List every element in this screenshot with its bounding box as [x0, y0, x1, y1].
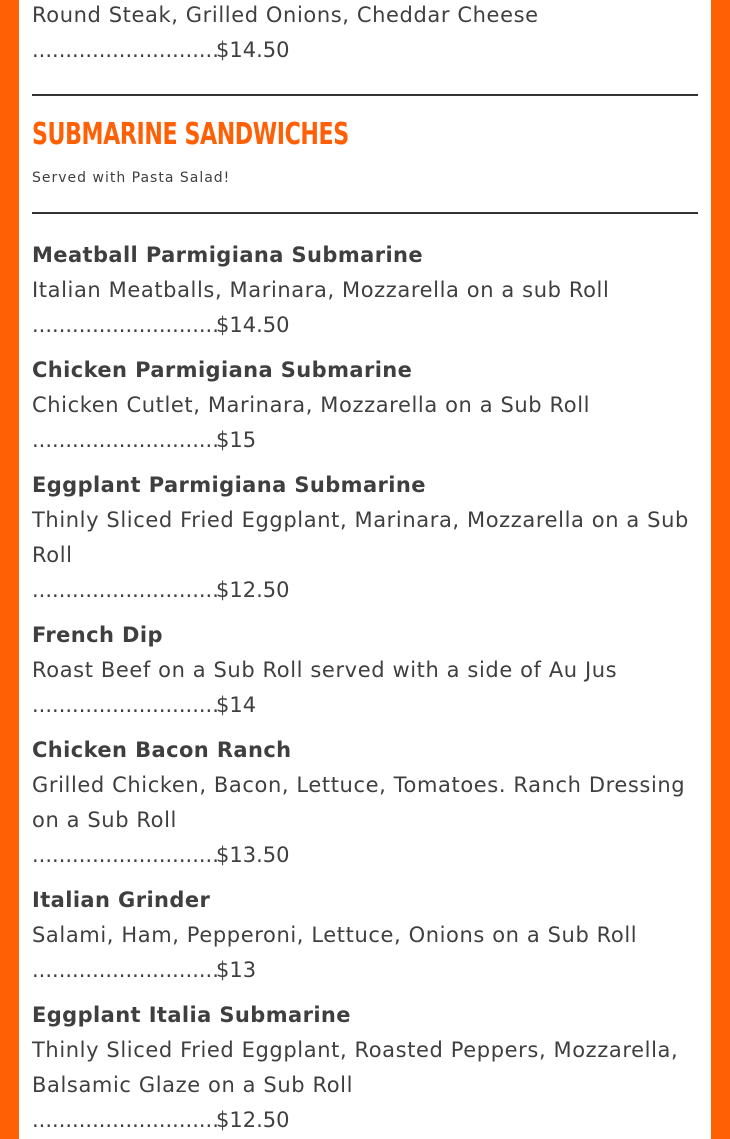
item-description: Salami, Ham, Pepperoni, Lettuce, Onions on a Sub Roll [32, 923, 638, 947]
menu-item [32, 998, 698, 1138]
price-dots: ............................ [32, 843, 219, 867]
item-name: Chicken Bacon Ranch [32, 738, 292, 762]
price-row [32, 1103, 698, 1138]
item-price: $13.50 [216, 843, 290, 867]
item-price: $14 [216, 693, 257, 717]
item-price: $14.50 [216, 38, 290, 62]
section-title: SUBMARINE SANDWICHES [32, 117, 349, 152]
item-description: Roast Beef on a Sub Roll served with a side of Au Jus [32, 658, 618, 682]
item-description: Italian Meatballs, Marinara, Mozzarella on a sub Roll [32, 278, 610, 302]
menu-panel [19, 0, 711, 1139]
price-dots: ............................ [32, 428, 219, 452]
item-description: Thinly Sliced Fried Eggplant, Marinara, Mozzarella on a Sub Roll [32, 508, 689, 567]
price-row [32, 423, 698, 458]
price-row [32, 573, 698, 608]
menu-item [32, 468, 698, 608]
item-name: French Dip [32, 623, 163, 647]
item-price: $14.50 [216, 313, 290, 337]
price-row [32, 33, 698, 68]
item-name: Eggplant Italia Submarine [32, 1003, 351, 1027]
price-row [32, 953, 698, 988]
price-dots: ............................ [32, 38, 219, 62]
price-dots: ............................ [32, 578, 219, 602]
menu-item [32, 618, 698, 723]
price-row [32, 838, 698, 873]
item-price: $15 [216, 428, 257, 452]
menu-item [32, 353, 698, 458]
section-subtitle: Served with Pasta Salad! [32, 170, 231, 186]
item-name: Meatball Parmigiana Submarine [32, 243, 424, 267]
price-row [32, 308, 698, 343]
menu-item [32, 883, 698, 988]
item-price: $12.50 [216, 578, 290, 602]
price-dots: ............................ [32, 958, 219, 982]
item-description: Chicken Cutlet, Marinara, Mozzarella on a Sub Roll [32, 393, 591, 417]
menu-content [32, 0, 698, 1138]
menu-item [32, 733, 698, 873]
item-description: Grilled Chicken, Bacon, Lettuce, Tomatoes. Ranch Dressing on a Sub Roll [32, 773, 686, 832]
item-price: $12.50 [216, 1108, 290, 1132]
item-name: Italian Grinder [32, 888, 211, 912]
item-price: $13 [216, 958, 257, 982]
item-description: Round Steak, Grilled Onions, Cheddar Cheese [32, 3, 539, 27]
menu-item [32, 238, 698, 343]
price-dots: ............................ [32, 1108, 219, 1132]
price-row [32, 688, 698, 723]
item-name: Eggplant Parmigiana Submarine [32, 473, 426, 497]
item-description: Thinly Sliced Fried Eggplant, Roasted Peppers, Mozzarella, Balsamic Glaze on a Sub Roll [32, 1038, 679, 1097]
item-name: Chicken Parmigiana Submarine [32, 358, 413, 382]
price-dots: ............................ [32, 693, 219, 717]
price-dots: ............................ [32, 313, 219, 337]
